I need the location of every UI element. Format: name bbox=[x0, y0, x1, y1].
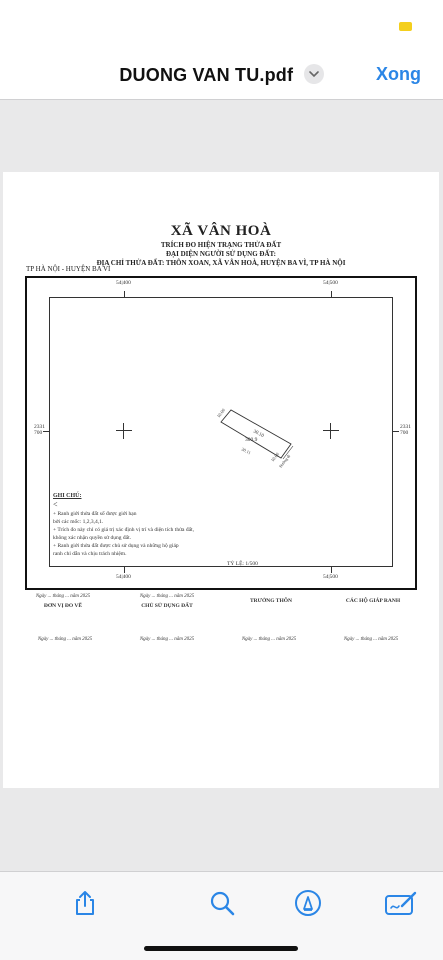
land-address-line: ĐỊA CHỈ THỬA ĐẤT: THÔN XOAN, XÃ VÂN HOÀ, HUYỆN BA VÌ, TP HÀ NỘI bbox=[96, 259, 346, 267]
signature-block bbox=[13, 594, 113, 609]
notes-line: ranh chỉ dẫn và chịu trách nhiệm. bbox=[53, 551, 127, 557]
done-button[interactable]: Xong bbox=[376, 64, 421, 84]
signature-role: CHỦ SỬ DỤNG ĐẤT bbox=[141, 603, 193, 609]
scale-label: TỶ LỆ: 1/500 bbox=[227, 561, 258, 567]
region-caption: TP HÀ NỘI - HUYỆN BA VÌ bbox=[26, 265, 111, 273]
pdf-viewer[interactable] bbox=[0, 99, 443, 871]
grid-label-bottom-right: 54|500 bbox=[323, 574, 338, 580]
parcel-edge-right: 10.00 bbox=[269, 451, 281, 463]
notes-line: < bbox=[53, 500, 58, 509]
grid-tick bbox=[43, 431, 49, 432]
grid-label-left: 2331 700 bbox=[34, 424, 45, 436]
notes-line: + Trích đo này chỉ có giá trị xác định vị trí và diện tích thửa đất, bbox=[53, 527, 194, 533]
signature-date: Ngày ... tháng ... năm 2025 bbox=[35, 594, 91, 599]
signature-role: TRƯỞNG THÔN bbox=[249, 598, 293, 604]
file-name[interactable]: DUONG VAN TU.pdf bbox=[119, 65, 294, 85]
home-indicator[interactable] bbox=[144, 946, 298, 951]
parcel-edge-top: 30.10 bbox=[252, 429, 265, 440]
grid-tick bbox=[331, 291, 332, 297]
battery-indicator bbox=[399, 22, 412, 31]
sign-icon[interactable] bbox=[384, 889, 418, 917]
parcel-edge-left: 10.00 bbox=[215, 407, 227, 419]
notes-title: GHI CHÚ: bbox=[53, 493, 82, 499]
grid-label-right: 2331 700 bbox=[400, 424, 411, 436]
signature-role: CÁC HỘ GIÁP RANH bbox=[345, 598, 401, 604]
signature-role: ĐƠN VỊ ĐO VẼ bbox=[43, 603, 83, 609]
signature-block bbox=[323, 594, 423, 604]
chevron-down-icon[interactable] bbox=[304, 64, 324, 84]
parcel-drawing bbox=[217, 402, 297, 472]
grid-cross bbox=[116, 423, 132, 439]
share-icon[interactable] bbox=[71, 889, 99, 917]
parcel-edge-bottom: 30.11 bbox=[240, 446, 252, 456]
grid-tick bbox=[124, 291, 125, 297]
search-icon[interactable] bbox=[208, 889, 236, 917]
signature-block bbox=[221, 594, 321, 604]
signature-row bbox=[25, 590, 417, 630]
bottom-toolbar bbox=[0, 871, 443, 960]
grid-label-bottom-left: 54|400 bbox=[116, 574, 131, 580]
signature-date: Ngày ... tháng ... năm 2025 bbox=[139, 594, 195, 599]
signature-block bbox=[117, 594, 217, 609]
notes-line: + Ranh giới thửa đất số được giới hạn bbox=[53, 511, 137, 517]
nav-bar bbox=[0, 58, 443, 98]
document-title: XÃ VÂN HOÀ bbox=[170, 223, 272, 239]
signature-date-secondary: Ngày ... tháng ... năm 2025 bbox=[37, 637, 93, 642]
signature-date-secondary: Ngày ... tháng ... năm 2025 bbox=[139, 637, 195, 642]
notes-line: + Ranh giới thửa đất được chủ sử dụng và những hộ giáp bbox=[53, 543, 179, 549]
road-label: Đường đi bbox=[277, 453, 292, 469]
land-user-line: ĐẠI DIỆN NGƯỜI SỬ DỤNG ĐẤT: bbox=[166, 250, 276, 258]
grid-cross bbox=[323, 423, 339, 439]
notes-block bbox=[53, 492, 253, 558]
signature-date-secondary: Ngày ... tháng ... năm 2025 bbox=[343, 637, 399, 642]
notes-line: bởi các mốc: 1,2,3,4,1. bbox=[53, 519, 104, 525]
document-subtitle: TRÍCH ĐO HIỆN TRẠNG THỬA ĐẤT bbox=[160, 241, 282, 249]
pdf-page bbox=[3, 172, 439, 788]
grid-tick bbox=[393, 431, 399, 432]
notes-line: không xác nhận quyền sử dụng đất. bbox=[53, 535, 131, 541]
grid-label-top-left: 54|400 bbox=[116, 280, 131, 286]
markup-icon[interactable] bbox=[294, 889, 322, 917]
parcel-area: 300.9 bbox=[245, 437, 258, 443]
grid-tick bbox=[124, 567, 125, 573]
grid-tick bbox=[331, 567, 332, 573]
grid-label-top-right: 54|500 bbox=[323, 280, 338, 286]
signature-date-secondary: Ngày ... tháng ... năm 2025 bbox=[241, 637, 297, 642]
